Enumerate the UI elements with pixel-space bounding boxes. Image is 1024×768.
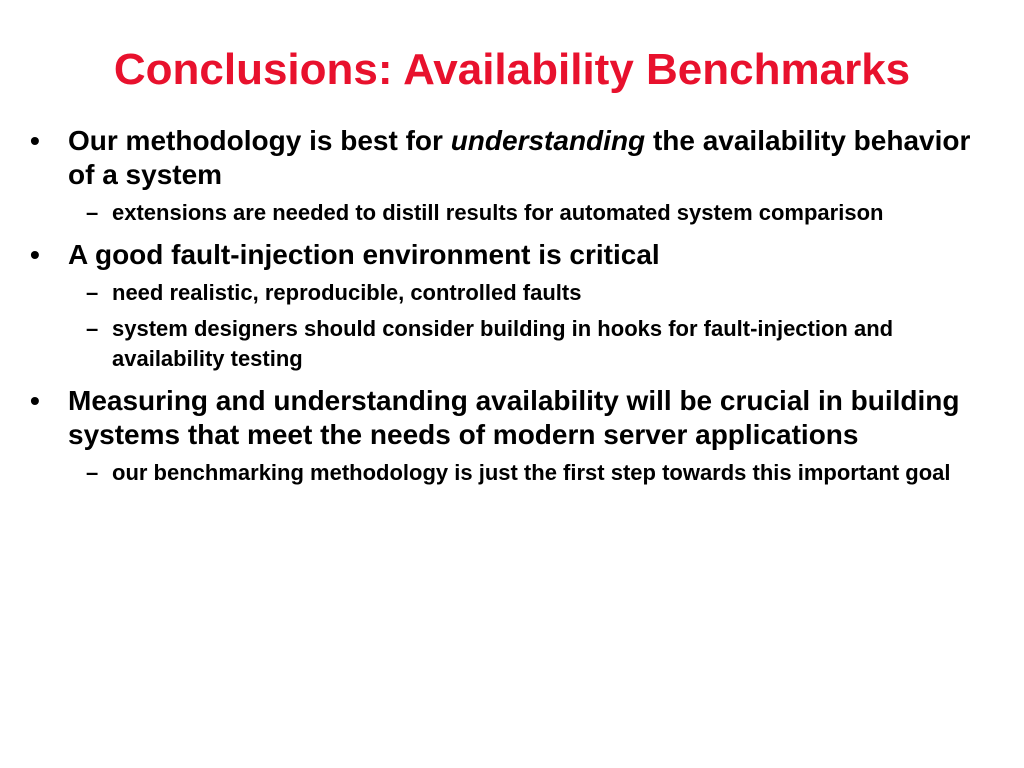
bullet-point-2 <box>30 238 990 272</box>
emphasis-text: understanding <box>450 125 646 156</box>
bullet-point-2-text: A good fault-injection environment is critical <box>68 239 660 270</box>
bullet-point-1 <box>30 124 990 192</box>
bullet-point-3-text: Measuring and understanding availability will be crucial in building systems that meet the needs of modern server applications <box>68 385 960 450</box>
slide-body <box>30 124 990 488</box>
sub-point-text: system designers should consider building in hooks for fault-injection and availability testing <box>112 316 894 371</box>
dash-icon: – <box>86 316 99 341</box>
sub-point-text: our benchmarking methodology is just the first step towards this important goal <box>112 460 951 485</box>
sub-point-2-1 <box>86 278 990 308</box>
sub-point-3-1 <box>86 458 990 488</box>
sub-point-text: extensions are needed to distill results for automated system comparison <box>112 200 884 225</box>
bullet-point-3 <box>30 384 990 452</box>
bullet-icon: • <box>30 385 40 416</box>
bullet-point-1-text: Our methodology is best for understanding the availability behavior of a system <box>68 125 971 190</box>
sub-point-1-1 <box>86 198 990 228</box>
dash-icon: – <box>86 280 99 305</box>
sub-point-text: need realistic, reproducible, controlled faults <box>112 280 582 305</box>
dash-icon: – <box>86 200 99 225</box>
dash-icon: – <box>86 460 99 485</box>
bullet-icon: • <box>30 239 40 270</box>
sub-point-2-2 <box>86 314 990 374</box>
bullet-icon: • <box>30 125 40 156</box>
slide-title: Conclusions: Availability Benchmarks <box>113 45 911 94</box>
